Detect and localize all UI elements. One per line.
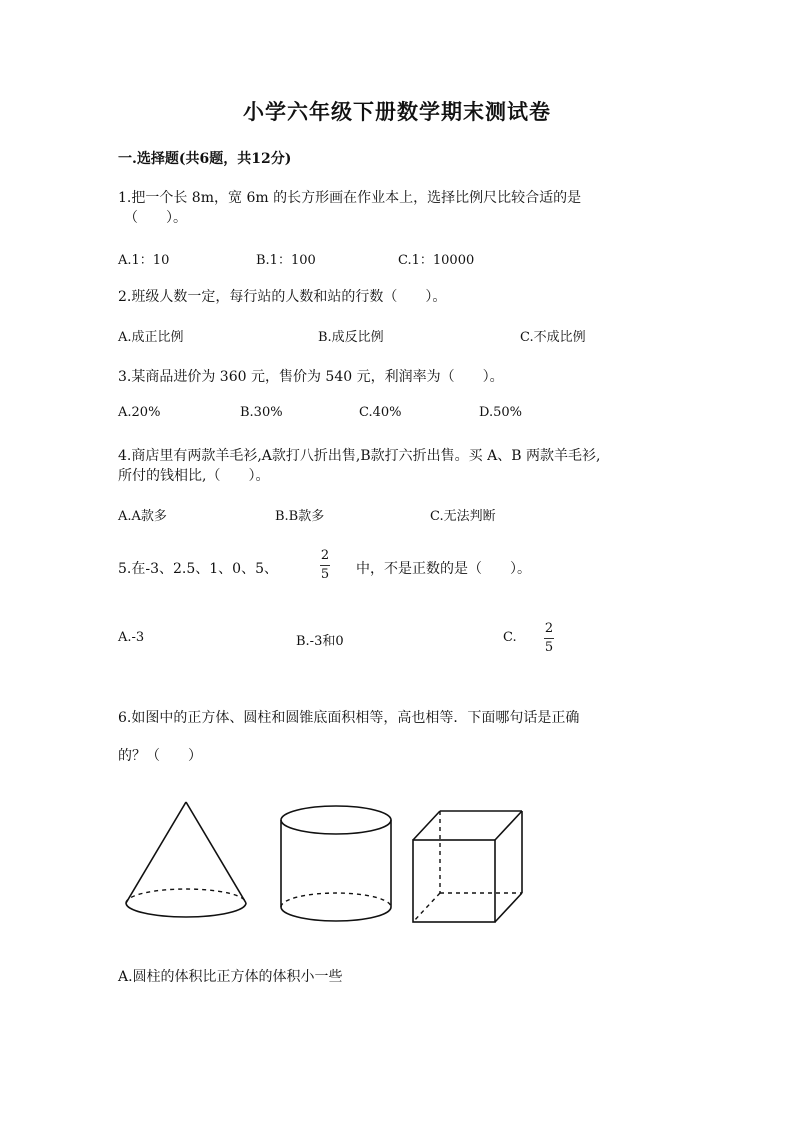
q5-fraction-denominator: 5 bbox=[320, 567, 330, 582]
fraction-bar bbox=[320, 565, 330, 566]
question-5-text-2: 中，不是正数的是（ ）。 bbox=[356, 561, 531, 577]
q3-option-b: B.30% bbox=[240, 405, 283, 420]
q4-option-b: B.B款多 bbox=[275, 509, 325, 524]
cone-figure bbox=[126, 802, 246, 917]
q2-option-b: B.成反比例 bbox=[318, 330, 384, 345]
question-6-text-2: 的？（ ） bbox=[118, 748, 202, 764]
solids-figure bbox=[110, 790, 540, 940]
q3-option-d: D.50% bbox=[479, 405, 522, 420]
q3-option-a: A.20% bbox=[118, 405, 161, 420]
cube-figure bbox=[413, 811, 522, 922]
question-2-text: 2.班级人数一定，每行站的人数和站的行数（ ）。 bbox=[118, 289, 447, 305]
question-3-text: 3.某商品进价为 360 元，售价为 540 元，利润率为（ ）。 bbox=[118, 369, 504, 385]
question-4-text-2: 所付的钱相比,（ ）。 bbox=[118, 468, 270, 484]
fraction-bar bbox=[544, 638, 554, 639]
q4-option-a: A.A款多 bbox=[118, 509, 167, 524]
section-heading: 一.选择题(共6题，共12分) bbox=[118, 151, 292, 167]
q5-option-a: A.-3 bbox=[118, 630, 145, 645]
q5-option-c-denominator: 5 bbox=[544, 640, 554, 655]
page-title: 小学六年级下册数学期末测试卷 bbox=[243, 99, 551, 124]
q3-option-c: C.40% bbox=[359, 405, 402, 420]
q4-option-c: C.无法判断 bbox=[430, 509, 496, 524]
q5-option-c: C. bbox=[503, 630, 517, 645]
q2-option-a: A.成正比例 bbox=[118, 330, 184, 345]
question-5-text: 5.在-3、2.5、1、0、5、 bbox=[118, 561, 278, 577]
q5-option-b: B.-3和0 bbox=[296, 634, 344, 649]
q1-option-b: B.1：100 bbox=[256, 253, 316, 268]
question-6-text: 6.如图中的正方体、圆柱和圆锥底面积相等，高也相等．下面哪句话是正确 bbox=[118, 710, 580, 726]
question-4-text: 4.商店里有两款羊毛衫,A款打八折出售,B款打六折出售。买 A、B 两款羊毛衫, bbox=[118, 448, 601, 464]
q1-option-a: A.1：10 bbox=[118, 253, 170, 268]
q6-option-a: A.圆柱的体积比正方体的体积小一些 bbox=[118, 969, 343, 985]
question-1-text: 1.把一个长 8m，宽 6m 的长方形画在作业本上，选择比例尺比较合适的是 bbox=[118, 190, 582, 206]
cylinder-figure bbox=[281, 806, 391, 921]
q5-option-c-fraction bbox=[544, 622, 554, 655]
q5-fraction bbox=[320, 549, 330, 582]
question-1-blank: （ ）。 bbox=[124, 210, 187, 226]
q2-option-c: C.不成比例 bbox=[520, 330, 586, 345]
q5-fraction-numerator: 2 bbox=[320, 548, 330, 563]
q5-option-c-numerator: 2 bbox=[544, 621, 554, 636]
q1-option-c: C.1：10000 bbox=[398, 253, 475, 268]
